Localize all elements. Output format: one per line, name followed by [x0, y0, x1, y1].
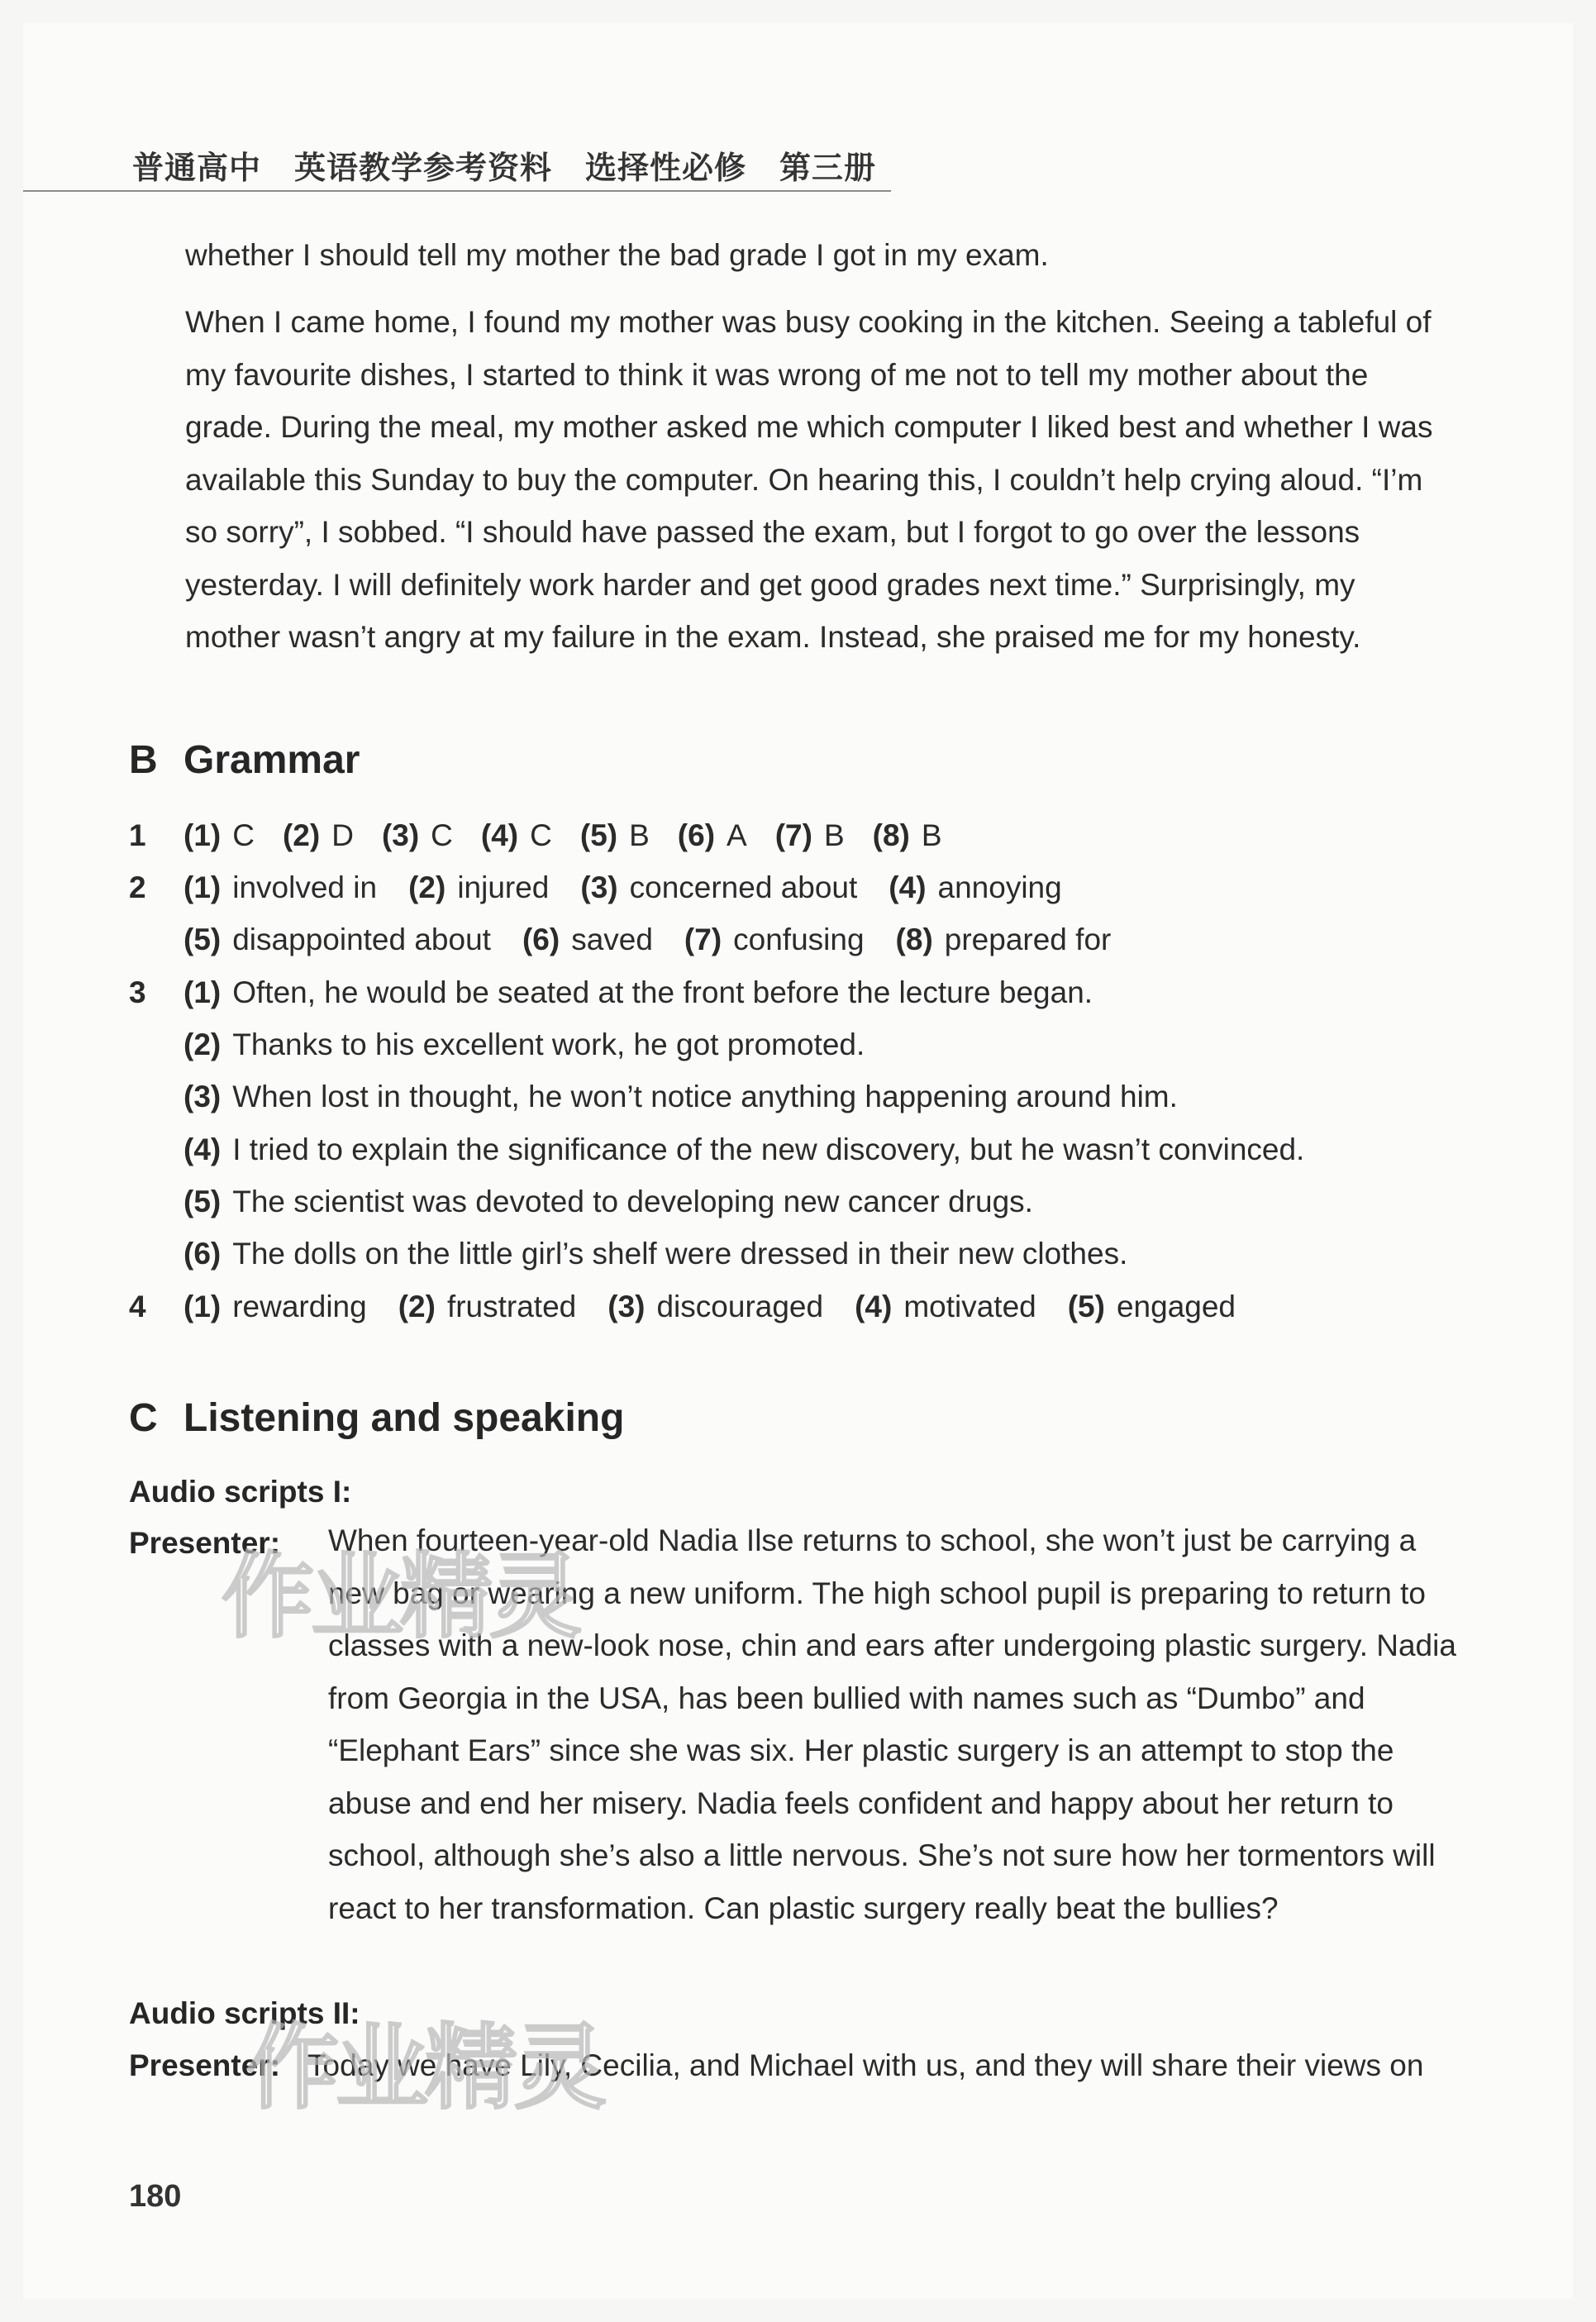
- item-number: (4): [480, 818, 519, 852]
- item-answer: C: [232, 818, 255, 852]
- item-number: (2): [282, 818, 321, 852]
- item-answer: motivated: [903, 1290, 1036, 1323]
- intro-line: whether I should tell my mother the bad grade I got in my exam.: [185, 238, 1049, 272]
- item-number: (3): [381, 818, 420, 852]
- item-number: (6): [522, 923, 560, 956]
- item-answer: prepared for: [944, 923, 1112, 956]
- item-answer: B: [629, 818, 650, 852]
- item-number: (7): [684, 923, 722, 956]
- item-number: (6): [677, 818, 716, 852]
- section-b-heading: [129, 737, 360, 783]
- section-b-letter: B: [129, 738, 158, 782]
- question-number: 4: [129, 1290, 146, 1323]
- section-b-title: Grammar: [183, 738, 360, 782]
- item-answer: The dolls on the little girl’s shelf were dressed in their new clothes.: [232, 1237, 1128, 1271]
- audio-script-1-text: When fourteen-year-old Nadia Ilse returns to school, she won’t just be carrying a new bag or wearing a new uniform. The high school pupil is preparing to return to classes with a new-look nose, chin and ears after undergoing plastic surgery. Nadia from Georgia in the USA, has been bullied with names such as “Dumbo” and “Elephant Ears” since she was six. Her plastic surgery is an attempt to stop the abuse and end her misery. Nadia feels confident and happy about her return to school, although she’s also a little nervous. She’s not sure how her tormentors will react to her transformation. Can plastic surgery really beat the bullies?: [328, 1523, 1456, 1925]
- item-answer: annoying: [937, 870, 1062, 904]
- answer-sentence: [183, 975, 1093, 1010]
- question-number: 1: [129, 818, 146, 852]
- item-answer: discouraged: [656, 1290, 824, 1323]
- audio-script-1-title: Audio scripts I:: [129, 1475, 352, 1509]
- audio-script-2-title: Audio scripts II:: [129, 1996, 360, 2030]
- item-answer: confusing: [733, 923, 865, 956]
- answer-row-q1: [183, 818, 974, 853]
- item-answer: concerned about: [629, 870, 858, 904]
- item-answer: C: [530, 818, 552, 852]
- item-answer: saved: [571, 923, 653, 956]
- speaker-label: Presenter:: [129, 2048, 281, 2082]
- answer-sentence: [183, 1080, 1178, 1114]
- item-number: (3): [580, 870, 618, 904]
- item-answer: The scientist was devoted to developing new cancer drugs.: [232, 1185, 1033, 1218]
- item-number: (7): [774, 818, 812, 852]
- answer-sentence: [183, 1027, 865, 1062]
- item-answer: C: [431, 818, 453, 852]
- item-answer: D: [331, 818, 354, 852]
- item-answer: When lost in thought, he won’t notice anything happening around him.: [232, 1080, 1178, 1113]
- item-number: (2): [398, 1290, 436, 1323]
- item-number: (5): [183, 1185, 222, 1218]
- item-answer: rewarding: [232, 1290, 367, 1323]
- item-number: (2): [183, 1027, 222, 1061]
- item-number: (6): [183, 1237, 222, 1271]
- item-answer: B: [823, 818, 845, 852]
- item-number: (4): [855, 1290, 893, 1323]
- header-divider: [23, 190, 891, 192]
- item-number: (1): [183, 975, 222, 1009]
- answer-row-q4: [183, 1290, 1267, 1324]
- item-answer: disappointed about: [232, 923, 491, 956]
- item-answer: Often, he would be seated at the front before the lecture began.: [232, 975, 1093, 1009]
- item-answer: engaged: [1116, 1290, 1236, 1323]
- item-answer: frustrated: [446, 1290, 577, 1323]
- header-series: 普通高中: [132, 149, 262, 186]
- item-number: (2): [408, 870, 446, 904]
- section-c-letter: C: [129, 1396, 158, 1440]
- answer-sentence: [183, 1185, 1033, 1219]
- header-module: 选择性必修: [585, 149, 747, 186]
- section-c-title: Listening and speaking: [183, 1396, 625, 1440]
- answer-row-q2a: [183, 870, 1093, 905]
- header-subject: 英语教学参考资料: [294, 149, 553, 186]
- item-answer: injured: [457, 870, 550, 904]
- item-number: (8): [895, 923, 933, 956]
- header-volume: 第三册: [779, 149, 877, 186]
- speaker-label: Presenter:: [129, 1526, 281, 1560]
- answer-sentence: [183, 1237, 1127, 1271]
- answer-sentence: [183, 1132, 1304, 1167]
- item-answer: I tried to explain the significance of the new discovery, but he wasn’t convinced.: [232, 1132, 1305, 1166]
- item-number: (5): [579, 818, 618, 852]
- audio-script-2-text: Today we have Lily, Cecilia, and Michael with us, and they will share their views on: [307, 2048, 1424, 2082]
- question-number: 3: [129, 975, 146, 1009]
- item-number: (1): [183, 1290, 222, 1323]
- item-number: (3): [607, 1290, 646, 1323]
- item-number: (8): [872, 818, 910, 852]
- section-c-heading: [129, 1395, 624, 1441]
- item-number: (1): [183, 870, 222, 904]
- item-number: (4): [183, 1132, 222, 1166]
- item-number: (1): [183, 818, 222, 852]
- answer-row-q2b: [183, 923, 1142, 957]
- item-number: (3): [183, 1080, 222, 1113]
- item-number: (5): [183, 923, 222, 956]
- page-number: 180: [129, 2179, 182, 2214]
- question-number: 2: [129, 870, 146, 904]
- item-answer: B: [921, 818, 942, 852]
- item-number: (4): [889, 870, 927, 904]
- item-answer: involved in: [232, 870, 378, 904]
- item-answer: A: [727, 818, 747, 852]
- item-number: (5): [1067, 1290, 1105, 1323]
- intro-paragraph: When I came home, I found my mother was busy cooking in the kitchen. Seeing a tableful of my favourite dishes, I started to think it was wrong of me not to tell my mother about the grade. During the meal, my mother asked me which computer I liked best and whether I was available this Sunday to buy the computer. On hearing this, I couldn’t help crying aloud. “I’m so sorry”, I sobbed. “I should have passed the exam, but I forgot to go over the lessons yesterday. I will definitely work harder and get good grades next time.” Surprisingly, my mother wasn’t angry at my failure in the exam. Instead, she praised me for my honesty.: [185, 305, 1433, 654]
- running-header: [132, 142, 909, 188]
- item-answer: Thanks to his excellent work, he got promoted.: [232, 1027, 865, 1061]
